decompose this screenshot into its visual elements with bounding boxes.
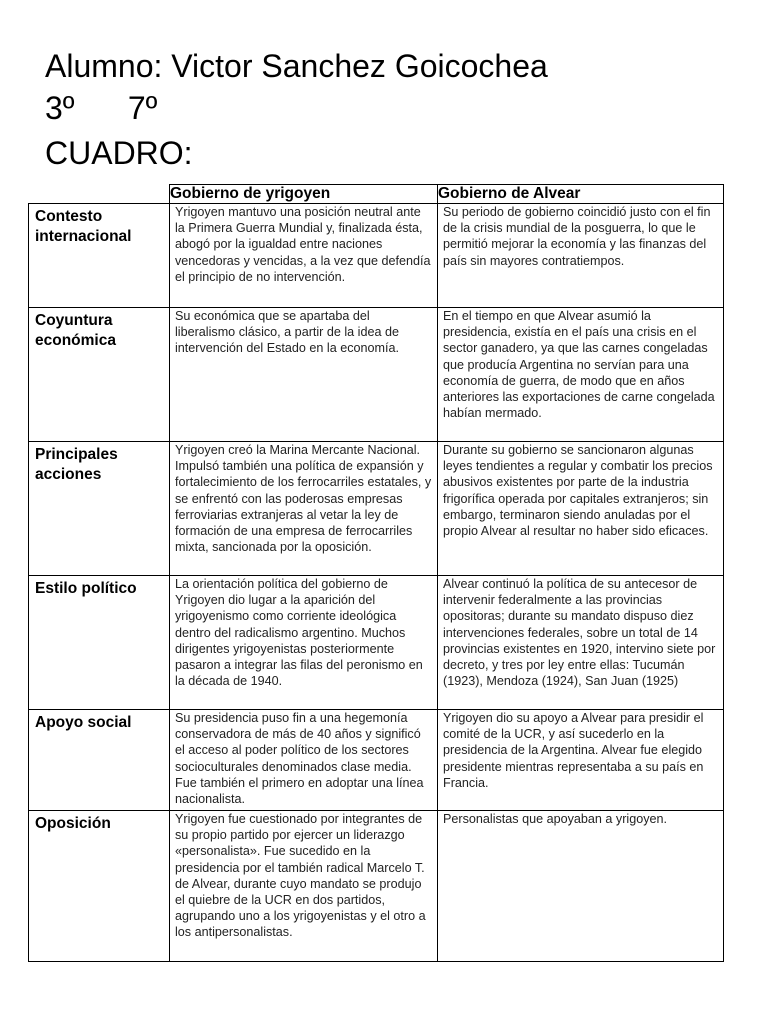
alvear-cell: Personalistas que apoyaban a yrigoyen.	[438, 811, 724, 962]
table-header-row	[29, 185, 724, 204]
yrigoyen-cell: Yrigoyen creó la Marina Mercante Nacional. Impulsó también una política de expansión y fortalecimiento de los ferrocarriles estatales, y se enfrentó con las poderosas empresas ferroviarias extranjeras al vetar la ley de formación de una empresa de ferrocarriles mixta, sancionada por la oposición.	[170, 442, 438, 576]
table-row	[29, 710, 724, 811]
row-label: Oposición	[29, 811, 170, 962]
alvear-cell: Yrigoyen dio su apoyo a Alvear para presidir el comité de la UCR, y así sucederlo en la presidencia de la Argentina. Alvear fue elegido presidente mientras representaba a su país en Francia.	[438, 710, 724, 811]
grade-heading: 3º 7º	[45, 90, 158, 126]
yrigoyen-cell: Yrigoyen fue cuestionado por integrantes de su propio partido por ejercer un liderazgo «personalista». Fue sucedido en la presidencia por el también radical Marcelo T. de Alvear, durante cuyo mandato se produjo el quiebre de la UCR en dos partidos, agrupando uno a los yrigoyenistas y el otro a los antipersonalistas.	[170, 811, 438, 962]
row-label: Estilo político	[29, 576, 170, 710]
yrigoyen-cell: Yrigoyen mantuvo una posición neutral ante la Primera Guerra Mundial y, finalizada ésta, abogó por la igualdad entre naciones vencedoras y vencidas, a la vez que defendía el principio de no intervención.	[170, 204, 438, 308]
yrigoyen-cell: Su económica que se apartaba del liberalismo clásico, a partir de la idea de intervención del Estado en la economía.	[170, 308, 438, 442]
student-name-heading: Alumno: Victor Sanchez Goicochea	[45, 48, 548, 84]
table-row	[29, 204, 724, 308]
yrigoyen-cell: Su presidencia puso fin a una hegemonía conservadora de más de 40 años y significó el acceso al poder político de los sectores socioculturales denominados clase media. Fue también el primero en adoptar una línea nacionalista.	[170, 710, 438, 811]
row-label: Coyuntura económica	[29, 308, 170, 442]
table-row	[29, 308, 724, 442]
header-blank-cell	[29, 185, 170, 204]
comparison-table	[28, 184, 724, 962]
column-header-yrigoyen: Gobierno de yrigoyen	[170, 185, 438, 204]
alvear-cell: Alvear continuó la política de su antecesor de intervenir federalmente a las provincias opositoras; durante su mandato dispuso diez intervenciones federales, sobre un total de 14 provincias existentes en 1920, intervino siete por decreto, y tres por ley entre ellas: Tucumán (1923), Mendoza (1924), San Juan (1925)	[438, 576, 724, 710]
row-label: Principales acciones	[29, 442, 170, 576]
table-row	[29, 811, 724, 962]
alvear-cell: Durante su gobierno se sancionaron algunas leyes tendientes a regular y combatir los precios abusivos existentes por parte de la industria frigorífica operada por capitales extranjeros; sin embargo, terminaron siendo anuladas por el propio Alvear al resultar no haber sido eficaces.	[438, 442, 724, 576]
table-row	[29, 576, 724, 710]
table-row	[29, 442, 724, 576]
alvear-cell: En el tiempo en que Alvear asumió la presidencia, existía en el país una crisis en el sector ganadero, ya que las carnes congeladas que producía Argentina no servían para una economía de guerra, de modo que en años anteriores las exportaciones de carne congelada habían mermado.	[438, 308, 724, 442]
section-title: CUADRO:	[45, 135, 193, 171]
row-label: Contesto internacional	[29, 204, 170, 308]
alvear-cell: Su periodo de gobierno coincidió justo con el fin de la crisis mundial de la posguerra, lo que le permitió mejorar la economía y las finanzas del país sin mayores contratiempos.	[438, 204, 724, 308]
yrigoyen-cell: La orientación política del gobierno de Yrigoyen dio lugar a la aparición del yrigoyenismo como corriente ideológica dentro del radicalismo argentino. Muchos dirigentes yrigoyenistas posteriormente pasaron a integrar las filas del peronismo en la década de 1940.	[170, 576, 438, 710]
row-label: Apoyo social	[29, 710, 170, 811]
column-header-alvear: Gobierno de Alvear	[438, 185, 724, 204]
